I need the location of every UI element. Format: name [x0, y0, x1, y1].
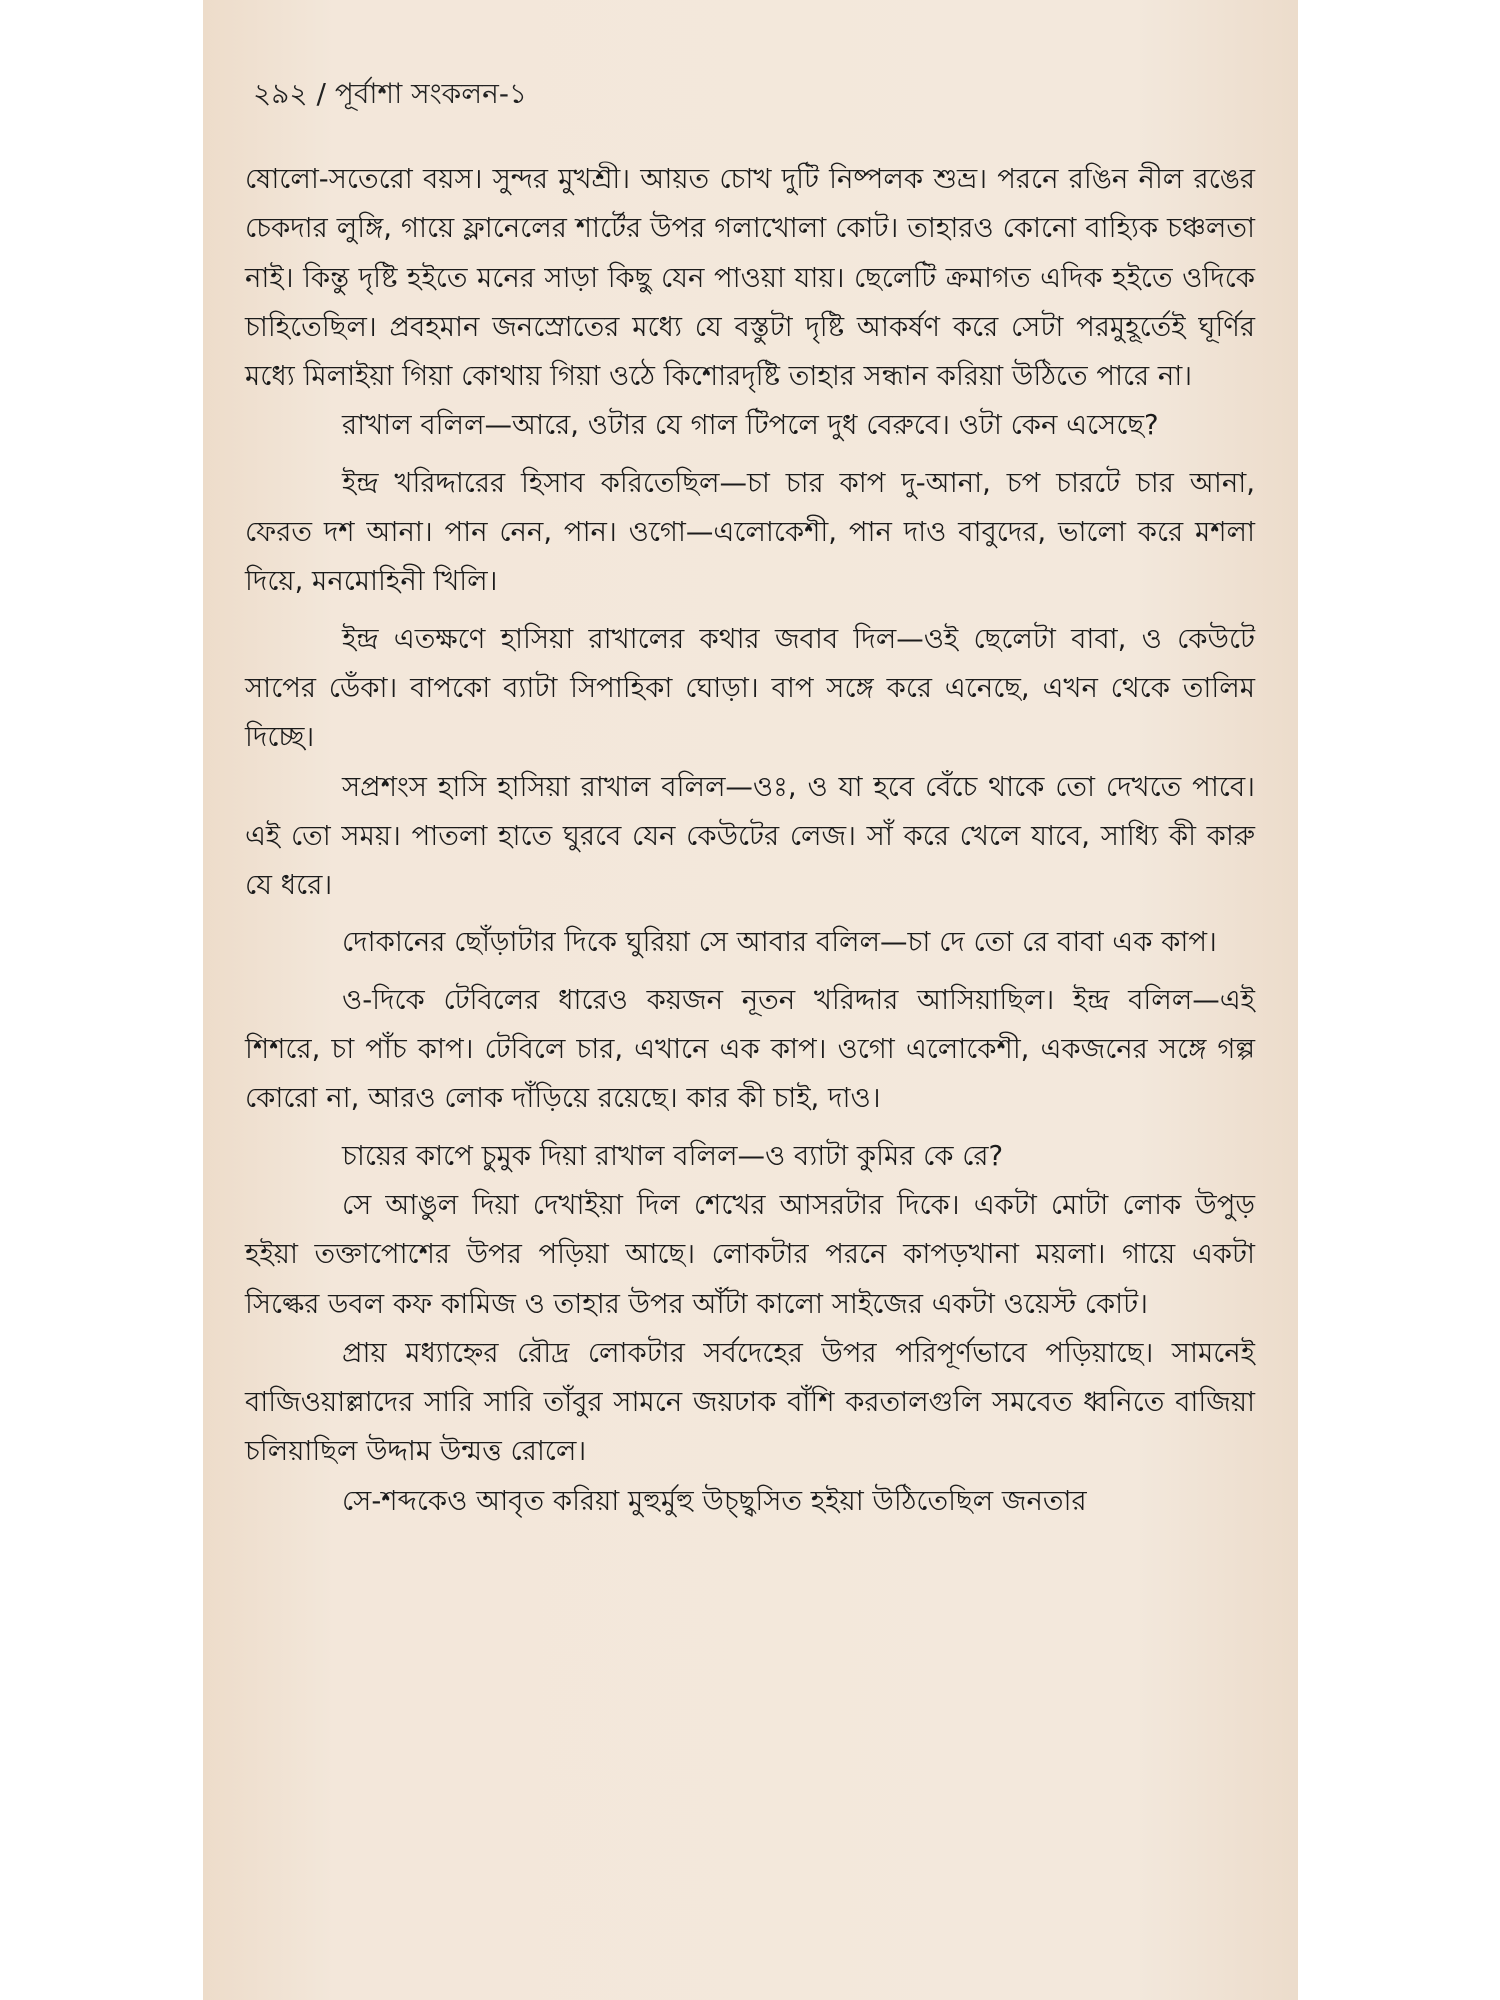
- paragraph: সে আঙুল দিয়া দেখাইয়া দিল শেখের আসরটার দিকে। একটা মোটা লোক উপুড় হইয়া তক্তাপোশের উপর পড়িয়া আছে। লোকটার পরনে কাপড়খানা ময়লা। গায়ে একটা সিল্কের ডবল কফ কামিজ ও তাহার উপর আঁটা কালো সাইজের একটা ওয়েস্ট কোট।: [245, 1188, 1255, 1320]
- paragraph: ও-দিকে টেবিলের ধারেও কয়জন নূতন খরিদ্দার আসিয়াছিল। ইন্দ্র বলিল—এই শিশরে, চা পাঁচ কাপ। টেবিলে চার, এখানে এক কাপ। ওগো এলোকেশী, একজনের সঙ্গে গল্প কোরো না, আরও লোক দাঁড়িয়ে রয়েছে। কার কী চাই, দাও।: [245, 983, 1255, 1115]
- paragraph: রাখাল বলিল—আরে, ওটার যে গাল টিপলে দুধ বেরুবে। ওটা কেন এসেছে?: [342, 409, 1159, 442]
- body-text: [245, 155, 1255, 1526]
- paragraph: ইন্দ্র এতক্ষণে হাসিয়া রাখালের কথার জবাব দিল—ওই ছেলেটা বাবা, ও কেউটে সাপের ডেঁকা। বাপকো ব্যাটা সিপাহিকা ঘোড়া। বাপ সঙ্গে করে এনেছে, এখন থেকে তালিম দিচ্ছে।: [245, 622, 1255, 754]
- book-page: [203, 0, 1298, 2000]
- paragraph: ষোলো-সতেরো বয়স। সুন্দর মুখশ্রী। আয়ত চোখ দুটি নিষ্পলক শুভ্র। পরনে রঙিন নীল রঙের চেকদার লুঙ্গি, গায়ে ফ্লানেলের শার্টের উপর গলাখোলা কোট। তাহারও কোনো বাহ্যিক চঞ্চলতা নাই। কিন্তু দৃষ্টি হইতে মনের সাড়া কিছু যেন পাওয়া যায়। ছেলেটি ক্রমাগত এদিক হইতে ওদিকে চাহিতেছিল। প্রবহমান জনস্রোতের মধ্যে যে বস্তুটা দৃষ্টি আকর্ষণ করে সেটা পরমুহূর্তেই ঘূর্ণির মধ্যে মিলাইয়া গিয়া কোথায় গিয়া ওঠে কিশোরদৃষ্টি তাহার সন্ধান করিয়া উঠিতে পারে না।: [245, 163, 1255, 393]
- paragraph: ইন্দ্র খরিদ্দারের হিসাব করিতেছিল—চা চার কাপ দু-আনা, চপ চারটে চার আনা, ফেরত দশ আনা। পান নেন, পান। ওগো—এলোকেশী, পান দাও বাবুদের, ভালো করে মশলা দিয়ে, মনমোহিনী খিলি।: [245, 466, 1255, 598]
- paragraph: দোকানের ছোঁড়াটার দিকে ঘুরিয়া সে আবার বলিল—চা দে তো রে বাবা এক কাপ।: [342, 926, 1217, 959]
- paragraph: সপ্রশংস হাসি হাসিয়া রাখাল বলিল—ওঃ, ও যা হবে বেঁচে থাকে তো দেখতে পাবে। এই তো সময়। পাতলা হাতে ঘুরবে যেন কেউটের লেজ। সাঁ করে খেলে যাবে, সাধ্যি কী কারু যে ধরে।: [245, 770, 1255, 902]
- paragraph: সে-শব্দকেও আবৃত করিয়া মুহুর্মুহু উচ্ছ্বসিত হইয়া উঠিতেছিল জনতার: [342, 1484, 1087, 1517]
- running-head: ২৯২ / পূর্বাশা সংকলন-১: [253, 77, 528, 110]
- paragraph: চায়ের কাপে চুমুক দিয়া রাখাল বলিল—ও ব্যাটা কুমির কে রে?: [342, 1139, 1004, 1172]
- paragraph: প্রায় মধ্যাহ্নের রৌদ্র লোকটার সর্বদেহের উপর পরিপূর্ণভাবে পড়িয়াছে। সামনেই বাজিওয়াল্লাদের সারি সারি তাঁবুর সামনে জয়ঢাক বাঁশি করতালগুলি সমবেত ধ্বনিতে বাজিয়া চলিয়াছিল উদ্দাম উন্মত্ত রোলে।: [245, 1336, 1255, 1468]
